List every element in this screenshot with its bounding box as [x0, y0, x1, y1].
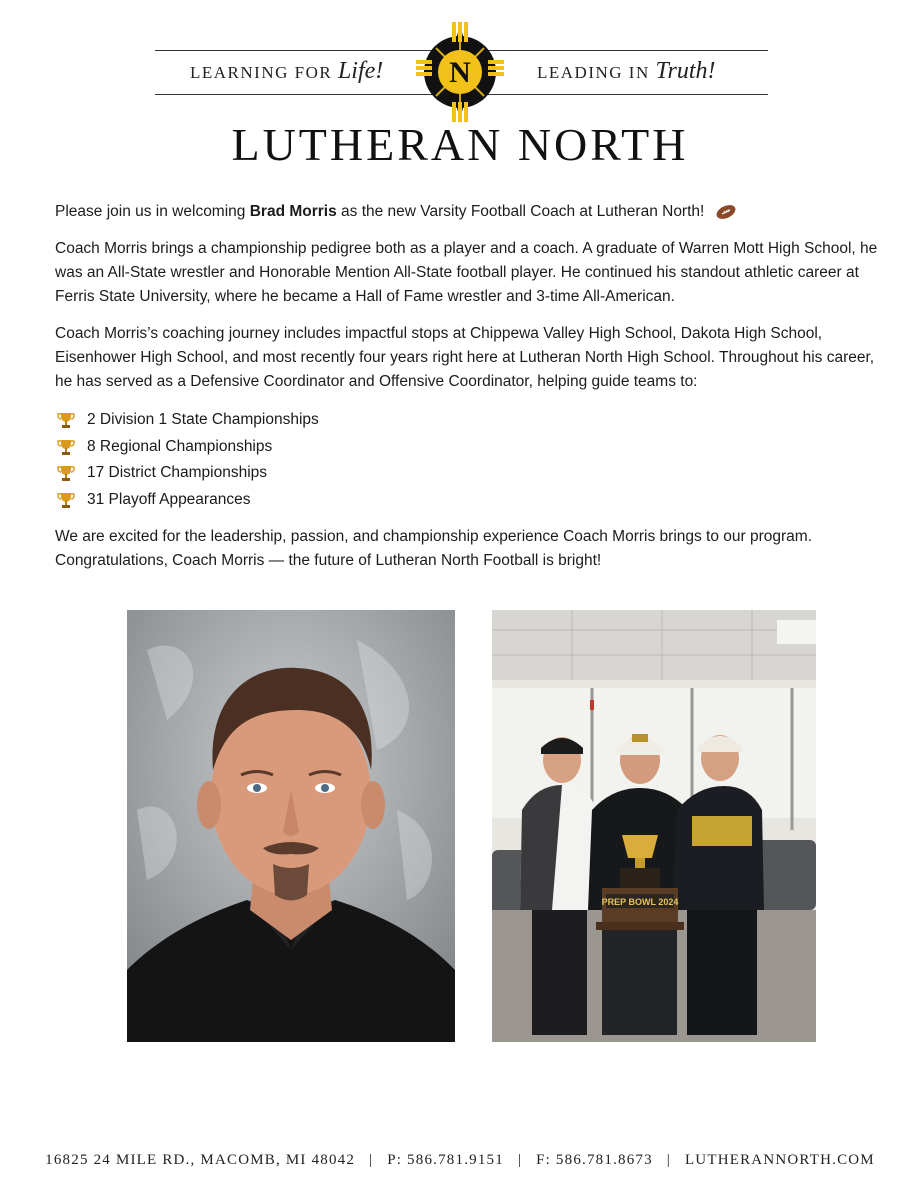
school-logo-icon	[414, 22, 506, 122]
trophy-icon	[57, 411, 75, 429]
motto-right-prefix: LEADING IN	[537, 63, 650, 82]
trophy-plate-text: PREP BOWL 2024	[601, 897, 679, 907]
achievement-text: 8 Regional Championships	[87, 437, 273, 455]
trophy-icon	[57, 464, 75, 482]
achievement-text: 17 District Championships	[87, 464, 268, 481]
intro-paragraph	[55, 200, 895, 224]
achievements-list	[55, 407, 895, 513]
intro-after: as the new Varsity Football Coach at Lutheran North!	[341, 203, 705, 220]
announcement-body	[55, 200, 895, 586]
coaching-journey-paragraph: Coach Morris’s coaching journey includes impactful stops at Chippewa Valley High School, Dakota High School, Eisenhower High School, and most recently four years right here at Lutheran North High School. Throughout his career, he has served as a Defensive Coordinator and Offensive Coordinator, helping guide teams to:	[55, 325, 875, 390]
coach-portrait-photo	[127, 610, 455, 1042]
trophy-icon	[57, 491, 75, 509]
list-item	[55, 460, 895, 487]
footer-phone: P: 586.781.9151	[387, 1152, 504, 1168]
list-item	[55, 434, 895, 461]
logo-letter: N	[449, 56, 471, 89]
motto-left-prefix: LEARNING FOR	[190, 63, 333, 82]
trophy-icon	[57, 438, 75, 456]
background-paragraph: Coach Morris brings a championship pedigree both as a player and a coach. A graduate of Warren Mott High School, he was an All-State wrestler and Honorable Mention All-State football player. He continued his standout athletic career at Ferris State University, where he became a Hall of Fame wrestler and 3-time All-American.	[55, 240, 878, 305]
footer-separator: |	[666, 1152, 671, 1168]
footer-website[interactable]: LUTHERANNORTH.COM	[684, 1152, 875, 1168]
closing-paragraph: We are excited for the leadership, passion, and championship experience Coach Morris brings to our program. Congratulations, Coach Morris — the future of Lutheran North Football is bright!	[55, 528, 813, 569]
motto-right	[537, 58, 716, 85]
achievement-text: 2 Division 1 State Championships	[87, 411, 319, 428]
motto-left-script: Life!	[337, 58, 384, 84]
list-item	[55, 407, 895, 434]
footer-separator: |	[369, 1152, 374, 1168]
achievement-text: 31 Playoff Appearances	[87, 490, 251, 508]
school-name: LUTHERAN NORTH	[231, 119, 689, 170]
footer-fax: F: 586.781.8673	[536, 1152, 653, 1168]
intro-before: Please join us in welcoming	[55, 203, 246, 220]
coach-name: Brad Morris	[249, 203, 337, 220]
list-item	[55, 487, 895, 514]
footer-contact	[0, 1152, 920, 1169]
letterhead	[0, 0, 920, 180]
motto-left	[190, 58, 383, 85]
team-trophy-photo	[492, 610, 816, 1042]
footer-address: 16825 24 MILE RD., MACOMB, MI 48042	[45, 1152, 356, 1168]
footer-separator: |	[517, 1152, 523, 1168]
motto-right-script: Truth!	[655, 58, 716, 84]
football-icon	[715, 204, 737, 220]
